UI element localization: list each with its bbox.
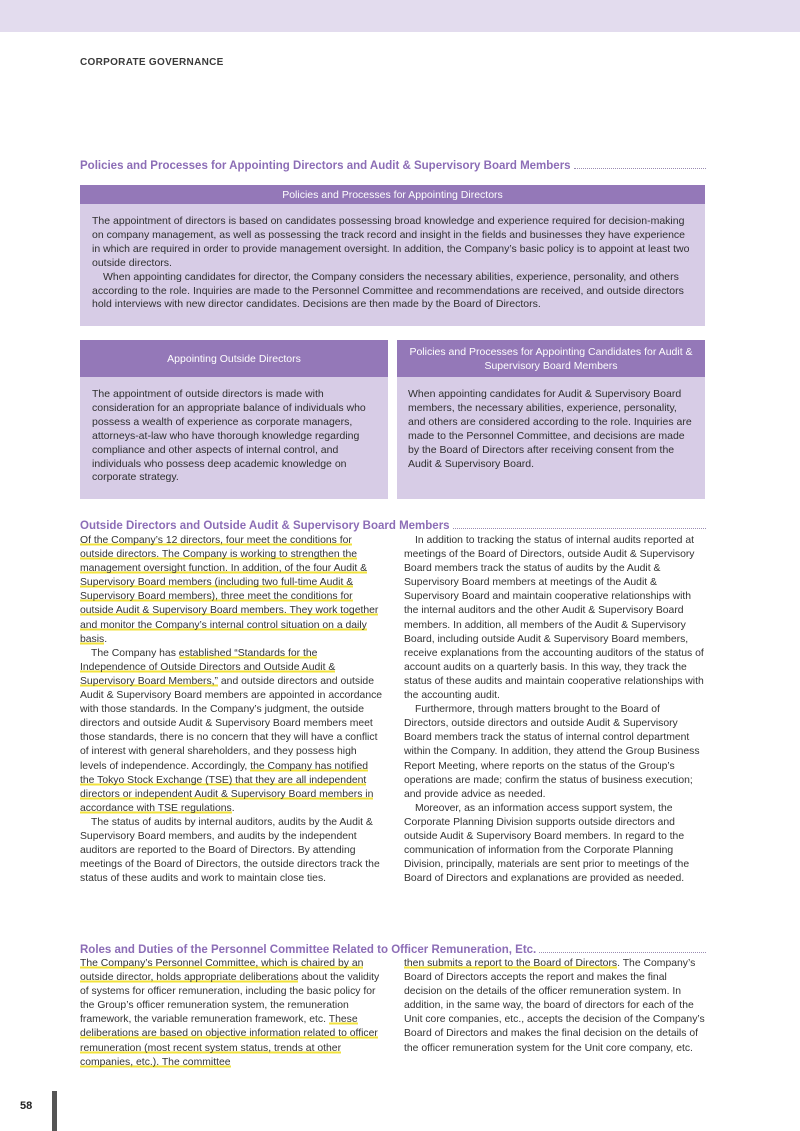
section-title-personnel-committee — [80, 940, 706, 956]
highlighted-text: The Company’s Personnel Committee, which is chaired by an outside director, holds appropriate deliberations — [80, 958, 364, 984]
outside-directors-left-column — [80, 534, 383, 886]
text-run: The Company has — [91, 647, 179, 659]
right-paragraph-1: In addition to tracking the status of internal audits reported at meetings of the Board of Directors, outside Audit & Supervisory Board members track the status of audits by the Audit & Supervisory Board members at meetings of the Audit & Supervisory Board and maintain cooperative relationships with the internal auditors and the other Audit & Supervisory Board members. In addition, all members of the Audit & Supervisory Board, including outside Audit & Supervisory Board members, receive explanations from the accounting auditors of the status of account audits on a quarterly basis. In this way, they track the status of these audits and maintain cooperative relationships with the accounting audit. — [404, 535, 704, 702]
dotted-rule — [574, 168, 706, 169]
directors-box-body — [80, 204, 705, 326]
personnel-right-paragraph — [404, 957, 706, 1056]
text-run: . The Company’s Board of Directors accepts the report and makes the final decision on the details of the officer remuneration system. In addition, in the same way, the board of directors for each of the Unit core companies, etc., accepts the decision of the Company’s Board of Directors and makes the final decision on the details of the officer remuneration system for the Unit core company, etc. — [404, 958, 705, 1054]
dotted-rule — [539, 952, 706, 953]
section-title-policies — [80, 156, 706, 172]
left-paragraph-3: The status of audits by internal auditors, audits by the Audit & Supervisory Board members, and audits by the independent auditors are reported to the Board of Directors. By attending meetings of the Board of Directors, the outside directors track the status of these audits and work to maintain close ties. — [80, 816, 380, 885]
left-paragraph-1 — [80, 534, 383, 647]
directors-paragraph-2: When appointing candidates for director, the Company considers the necessary abilities, experience, personality, and others according to the role. Inquiries are made to the Personnel Committee and recommendations are received, and outside directors hold interviews with new director candidates. Decisions are then made by the Board of Directors. — [92, 270, 684, 311]
personnel-left-column — [80, 957, 383, 1070]
right-paragraph-3: Moreover, as an information access support system, the Corporate Planning Division supports outside directors and outside Audit & Supervisory Board members. In regard to the communication of information from the Corporate Planning Division, principally, materials are sent prior to meetings of the Board of Directors and explanations are provided as needed. — [404, 802, 690, 885]
section-title-text: Outside Directors and Outside Audit & Supervisory Board Members — [80, 520, 450, 532]
highlighted-text: the Company has notified the Tokyo Stock Exchange (TSE) that they are all independent directors or independent Audit & Supervisory Board members in accordance with TSE regulations — [80, 760, 374, 814]
page-number: 58 — [20, 1100, 33, 1112]
personnel-left-paragraph — [80, 957, 383, 1070]
audit-board-box-body — [397, 377, 705, 499]
outside-directors-box-body — [80, 377, 388, 499]
top-band — [0, 0, 800, 32]
audit-board-box-header: Policies and Processes for Appointing Candidates for Audit & Supervisory Board Members — [397, 340, 705, 377]
outside-directors-box-header: Appointing Outside Directors — [80, 340, 388, 377]
outside-directors-right-column — [404, 534, 706, 886]
audit-board-text: When appointing candidates for Audit & Supervisory Board members, the necessary abilities, experience, personality, and others are considered according to the role. Inquiries are made to the Personnel Committee, and decisions are made by the Board of Directors after receiving consent from the Audit & Supervisory Board. — [408, 388, 692, 470]
left-paragraph-2 — [80, 647, 383, 816]
section-title-text: Policies and Processes for Appointing Directors and Audit & Supervisory Board Members — [80, 160, 571, 172]
section-title-outside-directors — [80, 516, 706, 532]
highlighted-text: These deliberations are based on objective information related to officer remuneration (most recent system status, trends at other companies, etc.). The committee — [80, 1014, 378, 1068]
highlighted-text: Of the Company’s 12 directors, four meet the conditions for outside directors. The Company is working to strengthen the management oversight function. In addition, of the four Audit & Supervisory Board members (including two full-time Audit & Supervisory Board members), three meet the conditions for outside Audit & Supervisory Board members. They work together and monitor the Company’s internal control situation on a daily basis — [80, 535, 379, 645]
text-run: about the validity of systems for officer remuneration, including the basic policy for the Group’s officer remuneration system, the remuneration framework, the variable remuneration framework, etc. — [80, 972, 380, 1026]
personnel-right-column — [404, 957, 706, 1056]
right-paragraph-2: Furthermore, through matters brought to the Board of Directors, outside directors and outside Audit & Supervisory Board members track the status of internal control department within the Company. In addition, they attend the Group Business Report Meeting, where reports on the status of the Group’s operations are made; confirm the status of business execution; and provide advice as needed. — [404, 704, 700, 800]
dotted-rule — [453, 528, 706, 529]
text-run: . — [104, 633, 108, 645]
highlighted-text: then submits a report to the Board of Directors — [404, 958, 618, 969]
directors-paragraph-1: The appointment of directors is based on candidates possessing broad knowledge and experience required for decision-making on company management, as well as possessing the track record and insight in the fields and businesses they have experience in which are required in order to provide management oversight. In addition, the Company’s basic policy is to appoint at least two outside directors. — [92, 215, 690, 269]
text-run: . — [231, 802, 235, 814]
directors-box-header: Policies and Processes for Appointing Directors — [80, 185, 705, 204]
page-number-bar — [52, 1091, 57, 1131]
outside-directors-text: The appointment of outside directors is made with consideration for an appropriate balance of individuals who possess a wealth of experience as corporate managers, attorneys-at-law who have thorough knowledge regarding compliance and other aspects of internal control, and individuals who possess deep academic knowledge on corporate strategy. — [92, 388, 366, 484]
section-title-text: Roles and Duties of the Personnel Committee Related to Officer Remuneration, Etc. — [80, 944, 537, 956]
running-header: CORPORATE GOVERNANCE — [80, 57, 224, 68]
highlighted-text: established “Standards for the Independence of Outside Directors and Outside Audit & Supervisory Board Members,” — [80, 647, 336, 687]
text-run: and outside directors and outside Audit & Supervisory Board members are appointed in accordance with those standards. In the Company’s judgment, the outside directors and outside Audit & Supervisory Board members meet those standards, there is no concern that they will have a conflict of interest with general shareholders, and they possess high levels of independence. Accordingly, — [80, 675, 383, 772]
